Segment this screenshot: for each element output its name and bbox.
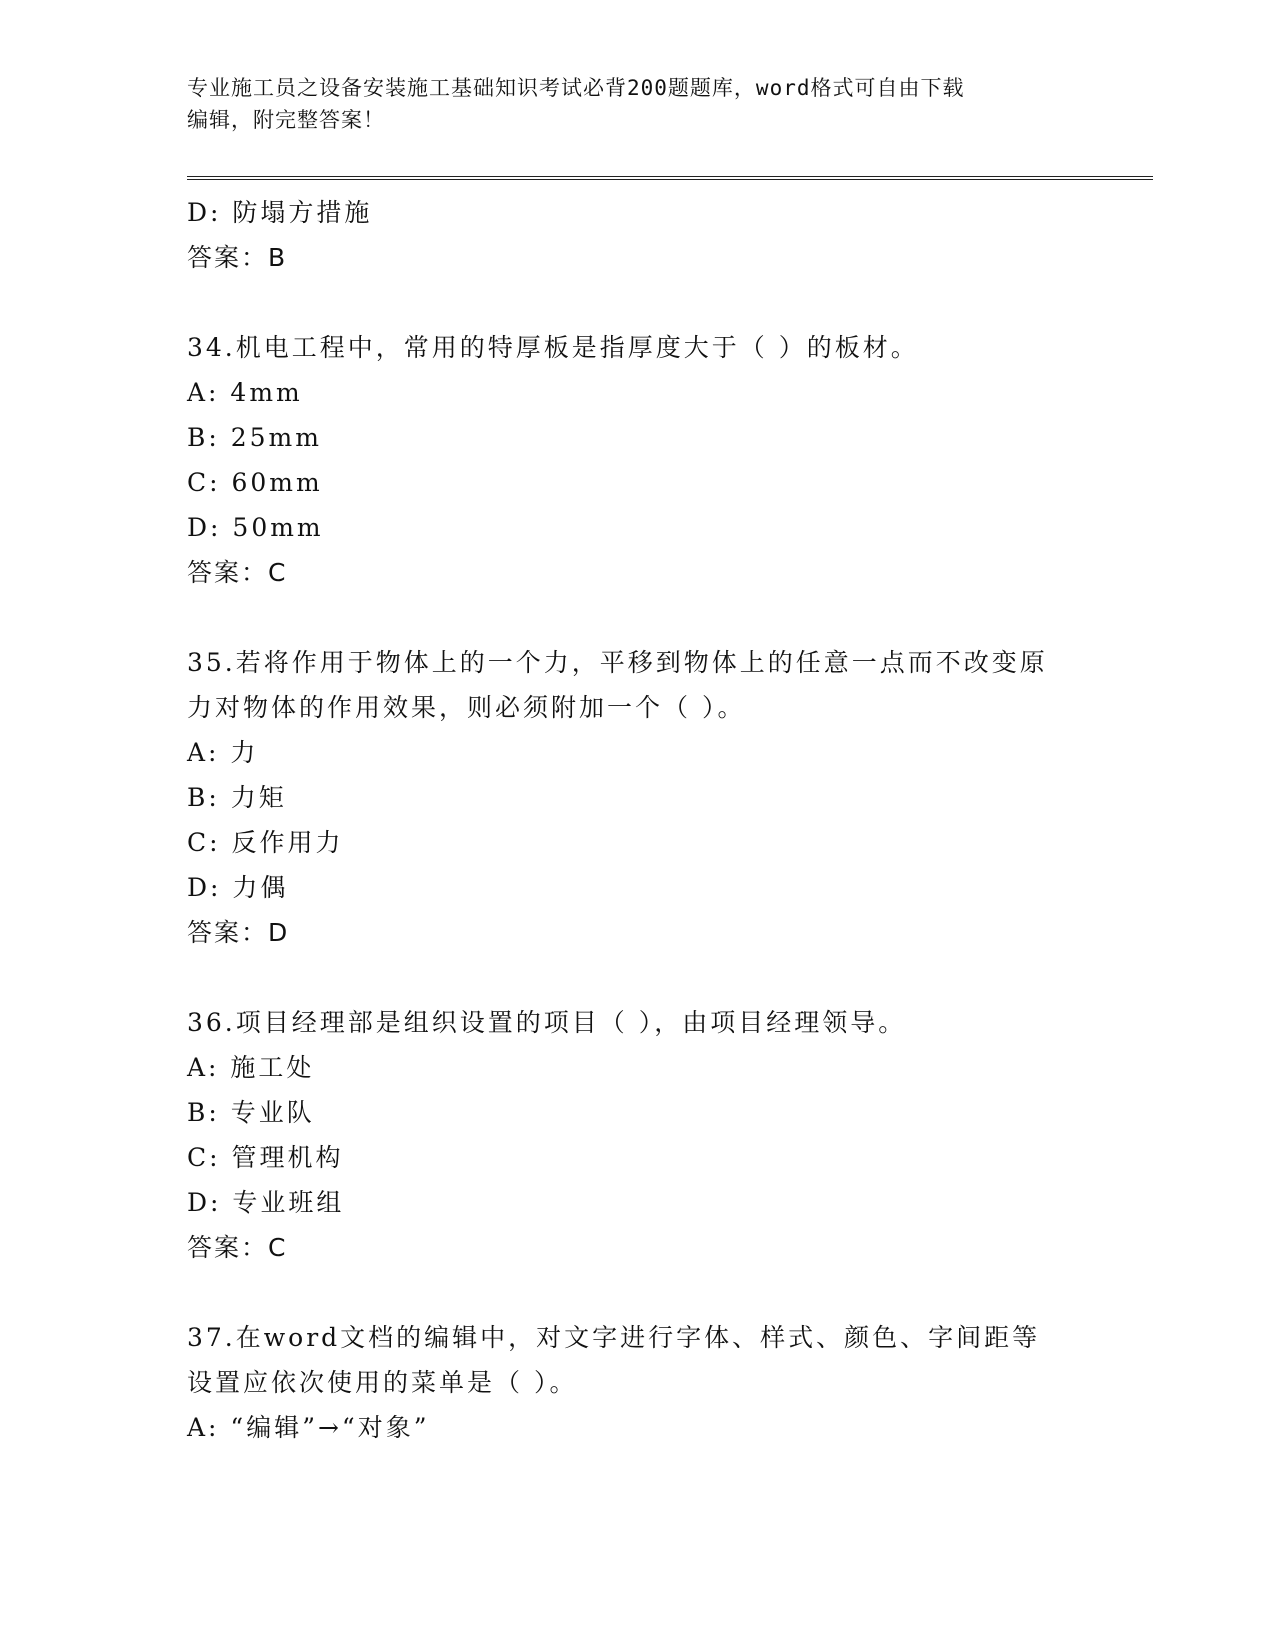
option-d: D: 力偶 — [187, 873, 289, 902]
header-divider — [187, 176, 1153, 180]
answer-line: 答案：C — [187, 558, 288, 587]
option-c: C: 60mm — [187, 468, 323, 497]
question-stem-line-2: 设置应依次使用的菜单是（ ）。 — [187, 1368, 578, 1397]
option-c: C: 管理机构 — [187, 1143, 344, 1172]
option-b: B: 25mm — [187, 423, 322, 452]
option-c: C: 反作用力 — [187, 828, 344, 857]
document-body — [187, 190, 1087, 1450]
option-b: B: 专业队 — [187, 1098, 315, 1127]
question-stem-line-1: 35.若将作用于物体上的一个力，平移到物体上的任意一点而不改变原 — [187, 648, 1048, 677]
question-stem: 34.机电工程中，常用的特厚板是指厚度大于（ ）的板材。 — [187, 333, 919, 362]
answer-line: 答案：B — [187, 243, 288, 272]
option-a: A: 4mm — [187, 378, 303, 407]
option-d: D: 防塌方措施 — [187, 198, 373, 227]
option-a: A: 力 — [187, 738, 259, 767]
option-a: A: “编辑”→“对象” — [187, 1413, 430, 1442]
question-stem-line-1: 37.在word文档的编辑中，对文字进行字体、样式、颜色、字间距等 — [187, 1323, 1041, 1352]
option-d: D: 专业班组 — [187, 1188, 345, 1217]
option-a: A: 施工处 — [187, 1053, 315, 1082]
question-34 — [187, 325, 1087, 595]
question-36 — [187, 1000, 1087, 1270]
header-line-1: 专业施工员之设备安装施工基础知识考试必背200题题库，word格式可自由下载 — [187, 76, 965, 100]
document-header — [187, 72, 1087, 136]
question-37 — [187, 1315, 1087, 1450]
answer-line: 答案：D — [187, 918, 290, 947]
carryover-block — [187, 190, 1087, 280]
option-d: D: 50mm — [187, 513, 324, 542]
question-35 — [187, 640, 1087, 955]
question-stem-line-2: 力对物体的作用效果，则必须附加一个（ ）。 — [187, 693, 746, 722]
question-stem: 36.项目经理部是组织设置的项目（ ），由项目经理领导。 — [187, 1008, 907, 1037]
option-b: B: 力矩 — [187, 783, 287, 812]
header-line-2: 编辑，附完整答案！ — [187, 108, 385, 132]
answer-line: 答案：C — [187, 1233, 288, 1262]
